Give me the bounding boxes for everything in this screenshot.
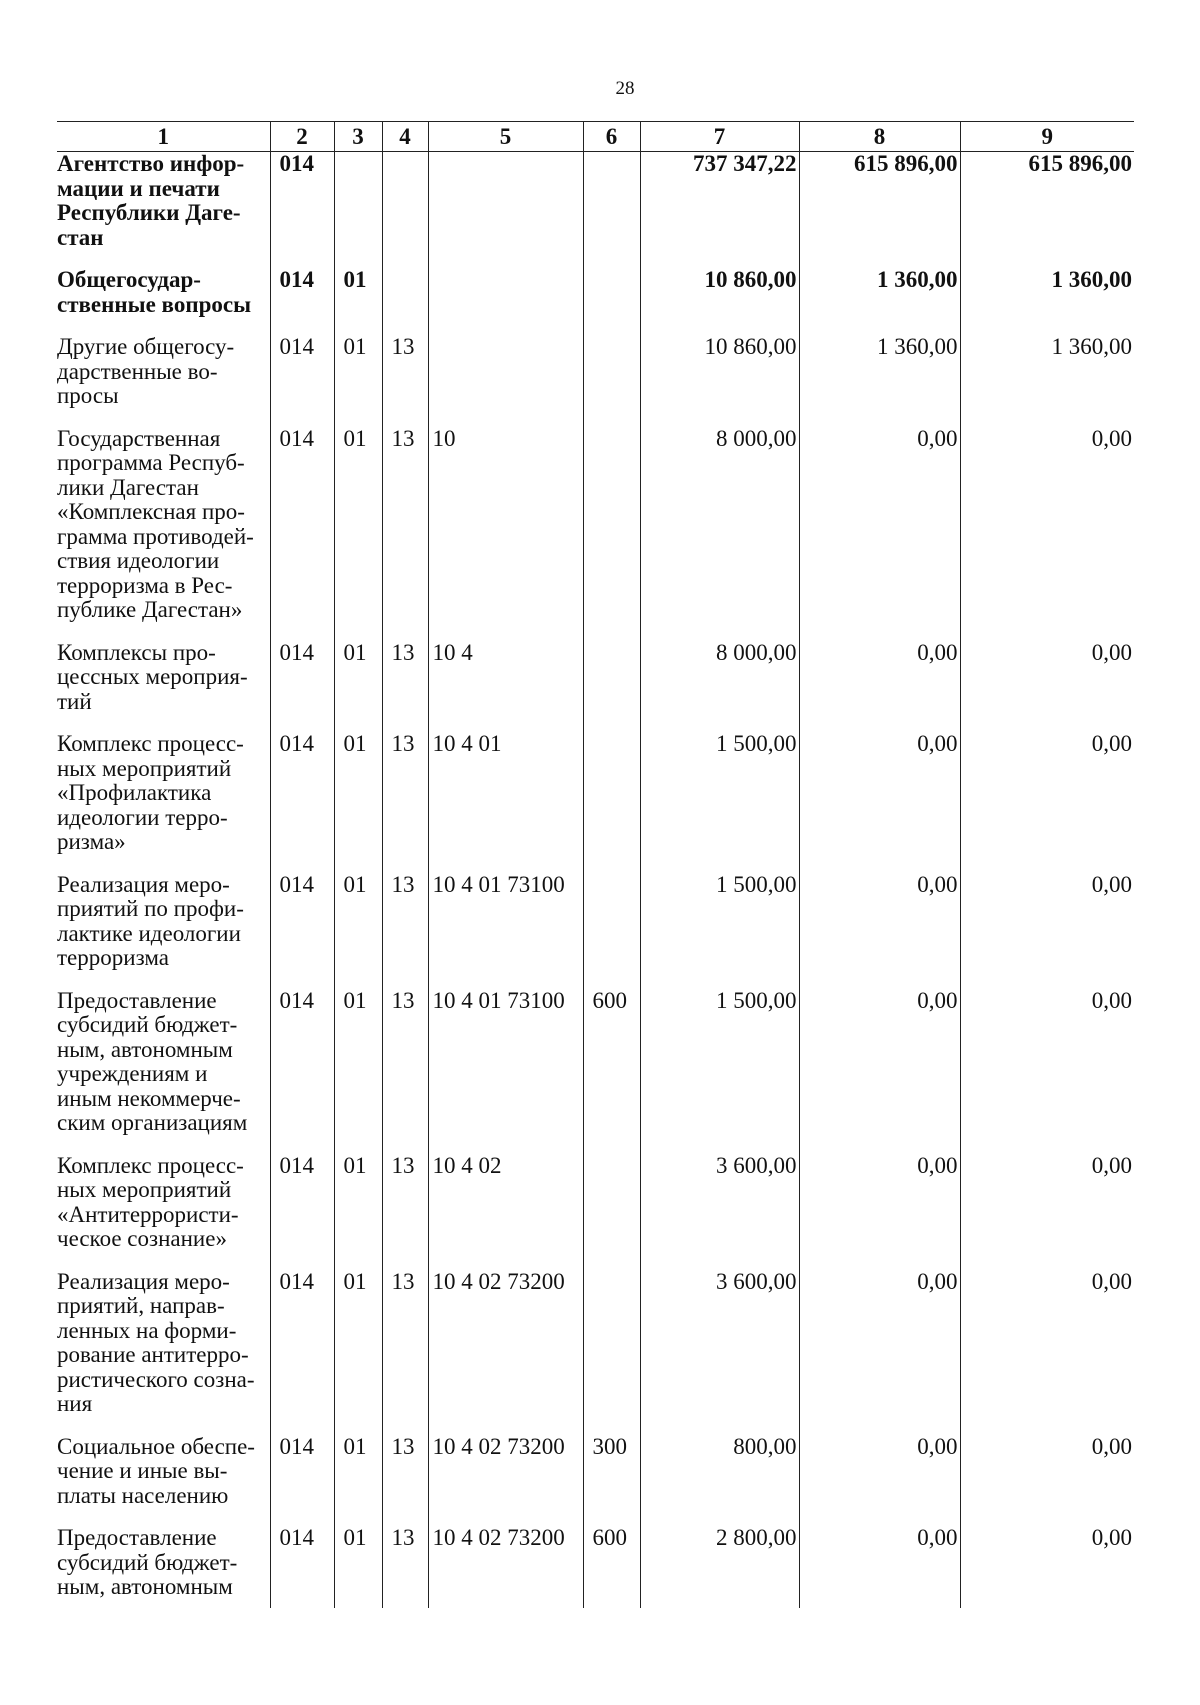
spacer-cell xyxy=(960,1508,1134,1526)
cell-name-line: «Профилактика xyxy=(57,780,212,805)
cell-c8: 0,00 xyxy=(799,1270,960,1417)
spacer-cell xyxy=(799,317,960,335)
cell-c6 xyxy=(583,335,640,409)
spacer-cell xyxy=(334,1508,382,1526)
cell-c6 xyxy=(583,427,640,623)
cell-c4: 13 xyxy=(382,335,428,409)
cell-c5: 10 xyxy=(428,427,583,623)
cell-name-line: просы xyxy=(57,383,119,408)
table-row xyxy=(57,1270,1134,1417)
cell-c8: 0,00 xyxy=(799,1526,960,1608)
row-spacer xyxy=(57,855,1134,873)
cell-c9: 615 896,00 xyxy=(960,152,1134,251)
cell-c9: 1 360,00 xyxy=(960,268,1134,317)
cell-c5: 10 4 02 xyxy=(428,1154,583,1252)
row-spacer xyxy=(57,623,1134,641)
cell-name xyxy=(57,268,270,317)
cell-name-line: Предоставление xyxy=(57,987,217,1013)
spacer-cell xyxy=(382,1417,428,1435)
spacer-cell xyxy=(799,623,960,641)
spacer-cell xyxy=(57,623,270,641)
cell-c4: 13 xyxy=(382,873,428,971)
cell-name xyxy=(57,427,270,623)
cell-name-line: ствия идеологии xyxy=(57,548,220,573)
column-header: 5 xyxy=(428,122,583,152)
spacer-cell xyxy=(428,971,583,989)
cell-c6 xyxy=(583,641,640,715)
cell-name-line: Комплекс процесс- xyxy=(57,731,244,756)
spacer-cell xyxy=(57,250,270,268)
page-number: 28 xyxy=(615,78,635,99)
table-row xyxy=(57,989,1134,1136)
spacer-cell xyxy=(270,409,334,427)
spacer-cell xyxy=(799,1508,960,1526)
budget-table-container xyxy=(57,121,1134,1608)
spacer-cell xyxy=(960,1252,1134,1270)
table-row xyxy=(57,873,1134,971)
spacer-cell xyxy=(640,971,799,989)
cell-name-line: программа Респуб- xyxy=(57,450,245,475)
spacer-cell xyxy=(640,317,799,335)
spacer-cell xyxy=(428,1417,583,1435)
cell-c6 xyxy=(583,873,640,971)
cell-c9: 0,00 xyxy=(960,641,1134,715)
cell-c5 xyxy=(428,152,583,251)
cell-name-line: Агентство инфор- xyxy=(57,151,245,176)
cell-name-line: ным, автономным xyxy=(57,1036,233,1062)
cell-name xyxy=(57,641,270,715)
spacer-cell xyxy=(57,409,270,427)
table-row xyxy=(57,1435,1134,1509)
spacer-cell xyxy=(799,1136,960,1154)
spacer-cell xyxy=(428,1136,583,1154)
table-row xyxy=(57,152,1134,251)
cell-c7: 1 500,00 xyxy=(640,989,799,1136)
spacer-cell xyxy=(57,971,270,989)
table-row xyxy=(57,1526,1134,1608)
spacer-cell xyxy=(270,317,334,335)
cell-name-line: идеологии терро- xyxy=(57,804,228,830)
spacer-cell xyxy=(960,409,1134,427)
table-row xyxy=(57,732,1134,855)
spacer-cell xyxy=(583,1417,640,1435)
cell-c5: 10 4 02 73200 xyxy=(428,1526,583,1608)
cell-name-line: ных мероприятий xyxy=(57,755,232,781)
cell-name-line: Другие общегосу- xyxy=(57,334,235,359)
spacer-cell xyxy=(382,250,428,268)
spacer-cell xyxy=(382,623,428,641)
spacer-cell xyxy=(583,1136,640,1154)
spacer-cell xyxy=(583,971,640,989)
cell-name-line: «Комплексная про- xyxy=(57,499,245,524)
spacer-cell xyxy=(428,409,583,427)
cell-name xyxy=(57,873,270,971)
spacer-cell xyxy=(428,714,583,732)
cell-c3: 01 xyxy=(334,268,382,317)
cell-c8: 0,00 xyxy=(799,641,960,715)
spacer-cell xyxy=(583,714,640,732)
row-spacer xyxy=(57,971,1134,989)
cell-name-line: Реализация меро- xyxy=(57,1268,230,1294)
cell-c7: 2 800,00 xyxy=(640,1526,799,1608)
cell-c2: 014 xyxy=(270,427,334,623)
spacer-cell xyxy=(583,623,640,641)
spacer-cell xyxy=(583,250,640,268)
cell-name-line: стан xyxy=(57,224,104,250)
spacer-cell xyxy=(960,1417,1134,1435)
column-header: 8 xyxy=(799,122,960,152)
cell-name-line: Республики Даге- xyxy=(57,200,241,225)
cell-name-line: лики Дагестан xyxy=(57,474,199,500)
cell-name-line: ных мероприятий xyxy=(57,1177,232,1202)
cell-c9: 0,00 xyxy=(960,1270,1134,1417)
column-header: 9 xyxy=(960,122,1134,152)
cell-c5 xyxy=(428,335,583,409)
cell-c3: 01 xyxy=(334,335,382,409)
cell-c3: 01 xyxy=(334,641,382,715)
spacer-cell xyxy=(334,855,382,873)
spacer-cell xyxy=(270,971,334,989)
spacer-cell xyxy=(382,1136,428,1154)
cell-c7: 10 860,00 xyxy=(640,335,799,409)
cell-name-line: Комплексы про- xyxy=(57,639,216,665)
cell-c6 xyxy=(583,1154,640,1252)
spacer-cell xyxy=(57,714,270,732)
cell-c5: 10 4 xyxy=(428,641,583,715)
cell-name-line: ским организациям xyxy=(57,1110,248,1135)
cell-c5: 10 4 02 73200 xyxy=(428,1435,583,1509)
cell-c7: 8 000,00 xyxy=(640,641,799,715)
cell-name-line: Государственная xyxy=(57,425,221,451)
budget-table xyxy=(57,121,1134,1608)
cell-c2: 014 xyxy=(270,1435,334,1509)
spacer-cell xyxy=(640,1508,799,1526)
spacer-cell xyxy=(382,971,428,989)
cell-c5: 10 4 01 73100 xyxy=(428,989,583,1136)
cell-name-line: грамма противодей- xyxy=(57,523,254,549)
table-row xyxy=(57,1154,1134,1252)
cell-c9: 0,00 xyxy=(960,1154,1134,1252)
cell-name-line: субсидий бюджет- xyxy=(57,1012,238,1037)
cell-name-line: дарственные во- xyxy=(57,358,218,384)
cell-c5: 10 4 02 73200 xyxy=(428,1270,583,1417)
cell-c3: 01 xyxy=(334,1154,382,1252)
cell-c2: 014 xyxy=(270,641,334,715)
spacer-cell xyxy=(960,250,1134,268)
cell-name-line: терроризма в Рес- xyxy=(57,572,233,598)
spacer-cell xyxy=(799,1417,960,1435)
spacer-cell xyxy=(382,714,428,732)
cell-name-line: рование антитерро- xyxy=(57,1342,249,1367)
cell-c4: 13 xyxy=(382,1435,428,1509)
cell-c2: 014 xyxy=(270,152,334,251)
row-spacer xyxy=(57,1417,1134,1435)
cell-c3: 01 xyxy=(334,873,382,971)
spacer-cell xyxy=(382,855,428,873)
cell-c8: 1 360,00 xyxy=(799,335,960,409)
cell-name xyxy=(57,1435,270,1509)
row-spacer xyxy=(57,250,1134,268)
cell-c8: 0,00 xyxy=(799,1435,960,1509)
cell-c6 xyxy=(583,268,640,317)
cell-name-line: лактике идеологии xyxy=(57,920,241,946)
spacer-cell xyxy=(583,855,640,873)
cell-c4 xyxy=(382,268,428,317)
cell-name xyxy=(57,732,270,855)
spacer-cell xyxy=(960,1136,1134,1154)
spacer-cell xyxy=(270,855,334,873)
cell-name-line: ризма» xyxy=(57,829,126,854)
column-header: 6 xyxy=(583,122,640,152)
spacer-cell xyxy=(583,1508,640,1526)
cell-c7: 737 347,22 xyxy=(640,152,799,251)
spacer-cell xyxy=(799,409,960,427)
cell-c7: 3 600,00 xyxy=(640,1154,799,1252)
cell-name-line: Комплекс процесс- xyxy=(57,1152,244,1178)
spacer-cell xyxy=(382,1508,428,1526)
cell-name-line: Предоставление xyxy=(57,1525,217,1550)
column-header: 1 xyxy=(57,122,270,152)
cell-c4: 13 xyxy=(382,641,428,715)
cell-c2: 014 xyxy=(270,989,334,1136)
row-spacer xyxy=(57,714,1134,732)
column-header: 7 xyxy=(640,122,799,152)
spacer-cell xyxy=(57,855,270,873)
cell-name-line: приятий, направ- xyxy=(57,1293,225,1318)
spacer-cell xyxy=(334,714,382,732)
cell-c6 xyxy=(583,732,640,855)
cell-c3: 01 xyxy=(334,732,382,855)
spacer-cell xyxy=(382,317,428,335)
header-row xyxy=(57,122,1134,152)
cell-c3: 01 xyxy=(334,427,382,623)
cell-c4: 13 xyxy=(382,427,428,623)
cell-c4: 13 xyxy=(382,1154,428,1252)
table-row xyxy=(57,268,1134,317)
cell-c7: 3 600,00 xyxy=(640,1270,799,1417)
cell-name xyxy=(57,1270,270,1417)
cell-c8: 615 896,00 xyxy=(799,152,960,251)
cell-c7: 8 000,00 xyxy=(640,427,799,623)
cell-name-line: терроризма xyxy=(57,945,169,970)
spacer-cell xyxy=(960,317,1134,335)
cell-c4: 13 xyxy=(382,1526,428,1608)
cell-name-line: Социальное обеспе- xyxy=(57,1433,255,1459)
cell-c2: 014 xyxy=(270,335,334,409)
spacer-cell xyxy=(960,714,1134,732)
row-spacer xyxy=(57,409,1134,427)
cell-c8: 0,00 xyxy=(799,427,960,623)
spacer-cell xyxy=(640,714,799,732)
spacer-cell xyxy=(960,855,1134,873)
cell-name-line: чение и иные вы- xyxy=(57,1458,228,1483)
spacer-cell xyxy=(583,409,640,427)
cell-name-line: цессных мероприя- xyxy=(57,664,248,689)
spacer-cell xyxy=(799,1252,960,1270)
spacer-cell xyxy=(960,623,1134,641)
spacer-cell xyxy=(334,1417,382,1435)
cell-name xyxy=(57,989,270,1136)
cell-c9: 0,00 xyxy=(960,1435,1134,1509)
spacer-cell xyxy=(428,855,583,873)
spacer-cell xyxy=(960,971,1134,989)
cell-name-line: учреждениям и xyxy=(57,1061,208,1086)
row-spacer xyxy=(57,1252,1134,1270)
spacer-cell xyxy=(640,855,799,873)
spacer-cell xyxy=(270,1417,334,1435)
cell-c9: 0,00 xyxy=(960,427,1134,623)
cell-c2: 014 xyxy=(270,732,334,855)
cell-c2: 014 xyxy=(270,1154,334,1252)
cell-c4: 13 xyxy=(382,1270,428,1417)
cell-c9: 1 360,00 xyxy=(960,335,1134,409)
spacer-cell xyxy=(382,1252,428,1270)
cell-name-line: субсидий бюджет- xyxy=(57,1549,238,1575)
cell-name xyxy=(57,335,270,409)
cell-name-line: «Антитеррористи- xyxy=(57,1201,239,1227)
cell-c4: 13 xyxy=(382,732,428,855)
spacer-cell xyxy=(799,971,960,989)
cell-c7: 1 500,00 xyxy=(640,873,799,971)
cell-c3 xyxy=(334,152,382,251)
spacer-cell xyxy=(270,623,334,641)
cell-c3: 01 xyxy=(334,1526,382,1608)
cell-c3: 01 xyxy=(334,989,382,1136)
cell-name-line: тий xyxy=(57,688,92,714)
cell-name-line: Реализация меро- xyxy=(57,871,230,897)
cell-c8: 1 360,00 xyxy=(799,268,960,317)
cell-c9: 0,00 xyxy=(960,989,1134,1136)
spacer-cell xyxy=(270,250,334,268)
cell-name-line: иным некоммерче- xyxy=(57,1085,241,1111)
cell-c5 xyxy=(428,268,583,317)
spacer-cell xyxy=(57,1252,270,1270)
cell-name-line: ным, автономным xyxy=(57,1574,233,1599)
spacer-cell xyxy=(428,1252,583,1270)
cell-c8: 0,00 xyxy=(799,1154,960,1252)
table-row xyxy=(57,335,1134,409)
cell-name-line: ния xyxy=(57,1391,93,1416)
spacer-cell xyxy=(270,1252,334,1270)
cell-c6 xyxy=(583,152,640,251)
spacer-cell xyxy=(428,250,583,268)
cell-c5: 10 4 01 73100 xyxy=(428,873,583,971)
spacer-cell xyxy=(583,1252,640,1270)
cell-name-line: Общегосудар- xyxy=(57,267,201,292)
cell-c9: 0,00 xyxy=(960,1526,1134,1608)
cell-c4 xyxy=(382,152,428,251)
table-row xyxy=(57,641,1134,715)
cell-c2: 014 xyxy=(270,1526,334,1608)
spacer-cell xyxy=(270,714,334,732)
cell-name xyxy=(57,1526,270,1608)
spacer-cell xyxy=(334,317,382,335)
column-header: 4 xyxy=(382,122,428,152)
cell-c8: 0,00 xyxy=(799,873,960,971)
cell-c7: 10 860,00 xyxy=(640,268,799,317)
column-header: 2 xyxy=(270,122,334,152)
spacer-cell xyxy=(57,1417,270,1435)
spacer-cell xyxy=(270,1136,334,1154)
spacer-cell xyxy=(57,317,270,335)
cell-c2: 014 xyxy=(270,1270,334,1417)
spacer-cell xyxy=(640,623,799,641)
spacer-cell xyxy=(334,250,382,268)
cell-c7: 800,00 xyxy=(640,1435,799,1509)
spacer-cell xyxy=(640,409,799,427)
spacer-cell xyxy=(334,1252,382,1270)
row-spacer xyxy=(57,317,1134,335)
spacer-cell xyxy=(334,623,382,641)
spacer-cell xyxy=(640,250,799,268)
spacer-cell xyxy=(270,1508,334,1526)
spacer-cell xyxy=(334,409,382,427)
cell-c9: 0,00 xyxy=(960,732,1134,855)
cell-c6: 600 xyxy=(583,1526,640,1608)
cell-name-line: ственные вопросы xyxy=(57,291,252,317)
spacer-cell xyxy=(583,317,640,335)
cell-c2: 014 xyxy=(270,873,334,971)
spacer-cell xyxy=(799,250,960,268)
spacer-cell xyxy=(428,623,583,641)
cell-c8: 0,00 xyxy=(799,989,960,1136)
table-row xyxy=(57,427,1134,623)
spacer-cell xyxy=(57,1508,270,1526)
cell-name xyxy=(57,152,270,251)
spacer-cell xyxy=(334,971,382,989)
cell-name-line: ческое сознание» xyxy=(57,1226,227,1251)
table-body xyxy=(57,152,1134,1609)
spacer-cell xyxy=(57,1136,270,1154)
cell-c2: 014 xyxy=(270,268,334,317)
cell-c3: 01 xyxy=(334,1435,382,1509)
spacer-cell xyxy=(382,409,428,427)
cell-c4: 13 xyxy=(382,989,428,1136)
cell-name-line: мации и печати xyxy=(57,175,220,201)
cell-name-line: приятий по профи- xyxy=(57,896,244,921)
spacer-cell xyxy=(640,1252,799,1270)
cell-name-line: публике Дагестан» xyxy=(57,597,243,622)
cell-c6 xyxy=(583,1270,640,1417)
cell-name-line: ленных на форми- xyxy=(57,1317,237,1343)
cell-c7: 1 500,00 xyxy=(640,732,799,855)
cell-c3: 01 xyxy=(334,1270,382,1417)
cell-c6: 300 xyxy=(583,1435,640,1509)
spacer-cell xyxy=(428,317,583,335)
row-spacer xyxy=(57,1508,1134,1526)
row-spacer xyxy=(57,1136,1134,1154)
cell-c5: 10 4 01 xyxy=(428,732,583,855)
spacer-cell xyxy=(799,855,960,873)
cell-c9: 0,00 xyxy=(960,873,1134,971)
spacer-cell xyxy=(640,1136,799,1154)
spacer-cell xyxy=(799,714,960,732)
spacer-cell xyxy=(334,1136,382,1154)
spacer-cell xyxy=(640,1417,799,1435)
cell-name-line: ристического созна- xyxy=(57,1366,255,1392)
cell-name xyxy=(57,1154,270,1252)
spacer-cell xyxy=(428,1508,583,1526)
column-header: 3 xyxy=(334,122,382,152)
cell-c6: 600 xyxy=(583,989,640,1136)
cell-c8: 0,00 xyxy=(799,732,960,855)
cell-name-line: платы населению xyxy=(57,1482,229,1508)
